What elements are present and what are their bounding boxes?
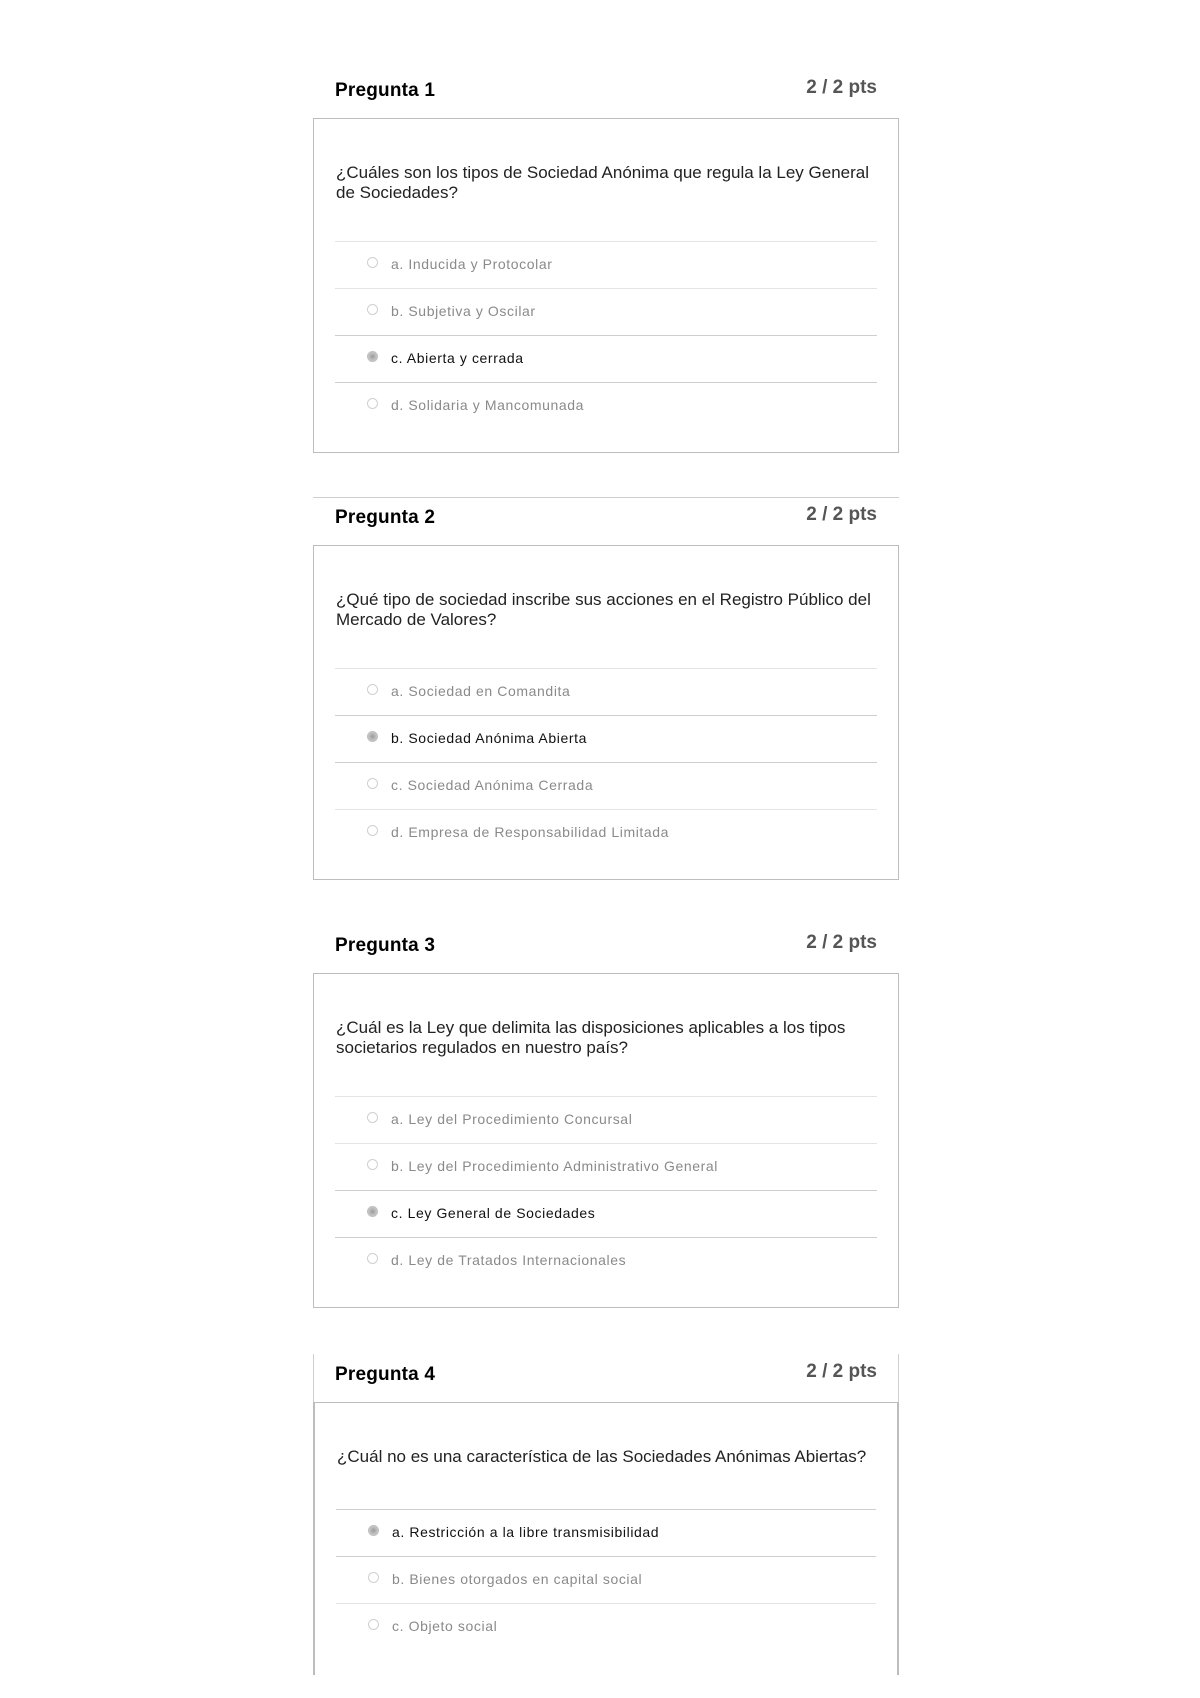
question-4 — [313, 1354, 899, 1675]
radio-button-selected[interactable] — [367, 1206, 378, 1217]
answer-label: d. Solidaria y Mancomunada — [391, 397, 585, 413]
question-title: Pregunta 4 — [335, 1364, 436, 1385]
answer-label: b. Subjetiva y Oscilar — [391, 303, 536, 319]
question-points: 2 / 2 pts — [806, 932, 877, 953]
radio-button[interactable] — [367, 684, 378, 695]
question-box — [313, 545, 899, 880]
question-title: Pregunta 2 — [335, 507, 436, 528]
radio-button[interactable] — [367, 825, 378, 836]
answer-option[interactable] — [335, 1097, 877, 1144]
answer-option[interactable] — [335, 1144, 877, 1191]
answer-list — [335, 1096, 877, 1307]
answer-label: c. Ley General de Sociedades — [391, 1205, 596, 1221]
question-header — [313, 925, 899, 973]
question-header — [313, 70, 899, 118]
question-title: Pregunta 1 — [335, 80, 436, 101]
answer-option[interactable] — [335, 1238, 877, 1285]
question-header — [313, 1354, 899, 1402]
answer-label: d. Empresa de Responsabilidad Limitada — [391, 824, 670, 840]
radio-button[interactable] — [368, 1572, 379, 1583]
question-text: ¿Cuál es la Ley que delimita las disposiciones aplicables a los tipos societarios regulados en nuestro país? — [336, 1018, 846, 1057]
answer-option[interactable] — [335, 669, 877, 716]
answer-option[interactable] — [335, 810, 877, 857]
radio-button-selected[interactable] — [368, 1525, 379, 1536]
answer-option-selected[interactable] — [336, 1509, 876, 1557]
answer-label: a. Inducida y Protocolar — [391, 256, 553, 272]
answer-option-selected[interactable] — [335, 1190, 877, 1238]
radio-button[interactable] — [367, 778, 378, 789]
radio-button[interactable] — [367, 304, 378, 315]
radio-button-selected[interactable] — [367, 351, 378, 362]
radio-button-selected[interactable] — [367, 731, 378, 742]
answer-label: c. Sociedad Anónima Cerrada — [391, 777, 594, 793]
radio-button[interactable] — [367, 1253, 378, 1264]
answer-option[interactable] — [335, 763, 877, 810]
question-header — [313, 497, 899, 545]
answer-label: d. Ley de Tratados Internacionales — [391, 1252, 627, 1268]
question-points: 2 / 2 pts — [806, 77, 877, 98]
answer-list — [335, 241, 877, 452]
answer-option-selected[interactable] — [335, 335, 877, 383]
answer-label: c. Objeto social — [392, 1618, 498, 1634]
question-text: ¿Cuáles son los tipos de Sociedad Anónima que regula la Ley General de Sociedades? — [336, 163, 870, 202]
answer-option[interactable] — [335, 383, 877, 430]
answer-option[interactable] — [335, 242, 877, 289]
question-points: 2 / 2 pts — [806, 1361, 877, 1382]
answer-label: b. Bienes otorgados en capital social — [392, 1571, 643, 1587]
question-text: ¿Cuál no es una característica de las Sociedades Anónimas Abiertas? — [337, 1447, 867, 1466]
radio-button[interactable] — [367, 1112, 378, 1123]
answer-option[interactable] — [336, 1604, 876, 1651]
question-box — [313, 1402, 899, 1675]
question-title: Pregunta 3 — [335, 935, 436, 956]
radio-button[interactable] — [367, 257, 378, 268]
question-text: ¿Qué tipo de sociedad inscribe sus acciones en el Registro Público del Mercado de Valores? — [336, 590, 871, 629]
question-2 — [313, 497, 899, 880]
radio-button[interactable] — [368, 1619, 379, 1630]
answer-option[interactable] — [336, 1557, 876, 1604]
radio-button[interactable] — [367, 398, 378, 409]
answer-label: a. Restricción a la libre transmisibilidad — [392, 1524, 660, 1540]
answer-option-selected[interactable] — [335, 715, 877, 763]
answer-list — [335, 668, 877, 879]
answer-label: a. Sociedad en Comandita — [391, 683, 571, 699]
answer-label: c. Abierta y cerrada — [391, 350, 524, 366]
answer-label: b. Sociedad Anónima Abierta — [391, 730, 587, 746]
question-3 — [313, 925, 899, 1308]
answer-label: a. Ley del Procedimiento Concursal — [391, 1111, 633, 1127]
question-box — [313, 118, 899, 453]
question-points: 2 / 2 pts — [806, 504, 877, 525]
answer-list — [336, 1509, 876, 1675]
answer-option[interactable] — [335, 289, 877, 336]
radio-button[interactable] — [367, 1159, 378, 1170]
question-1 — [313, 70, 899, 453]
question-box — [313, 973, 899, 1308]
answer-label: b. Ley del Procedimiento Administrativo General — [391, 1158, 719, 1174]
